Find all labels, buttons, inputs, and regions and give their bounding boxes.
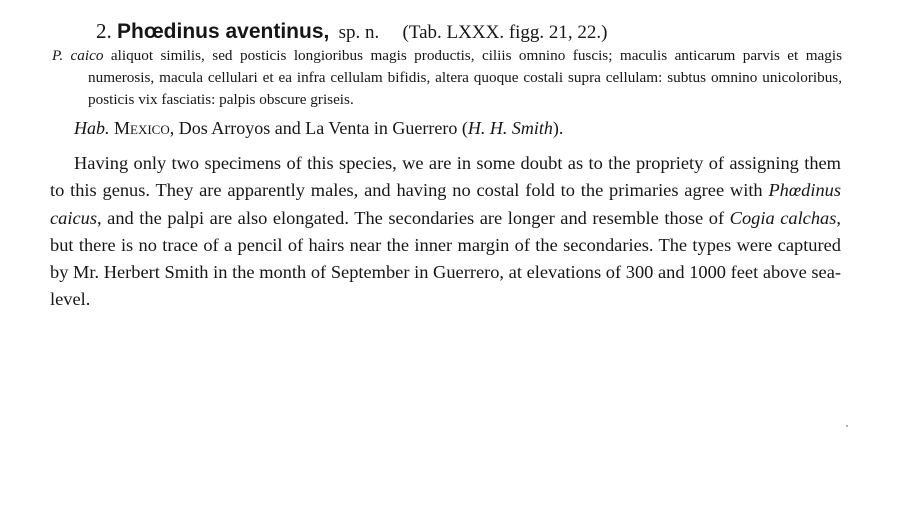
species-reference-1: Phœdinus caicus (50, 180, 841, 228)
habitat-close: ). (552, 118, 564, 138)
description-part-3: , but there is no trace of a pencil of hairs near the inner margin of the secondaries. The types were captured by Mr. Herbert Smith in the month of September in Guerrero, at elevations of 300 and 1000 feet above sea-level. (50, 207, 841, 310)
habitat-localities: , Dos Arroyos and La Venta in Guerrero ( (169, 118, 468, 138)
diagnosis-text: aliquot similis, sed posticis longioribus magis productis, ciliis omnino fuscis; maculis anticarum parvis et magis numerosis, macula cellulari et ea infra cellulam bifidis, altera quoque costali supra cellulam: subtus omnino unicoloribus, posticis vix fasciatis: palpis obscure griseis. (88, 47, 842, 108)
habitat-label: Hab. (74, 118, 110, 138)
species-heading (96, 17, 608, 47)
plate-reference: (Tab. LXXX. figg. 21, 22.) (402, 22, 608, 43)
description-part-1: Having only two specimens of this species, we are in some doubt as to the propriety of assigning them to this genus. They are apparently males, and having no costal fold to the primaries agree with (50, 153, 841, 201)
comparison-species: P. caico (52, 47, 104, 64)
habitat-country: Mexico (114, 118, 170, 138)
diagnosis-paragraph (52, 45, 842, 111)
habitat-collector: H. H. Smith (467, 118, 553, 138)
description-body (50, 150, 841, 314)
species-name: Phœdinus aventinus, (117, 20, 330, 43)
description-paragraph (50, 150, 841, 314)
species-reference-2: Cogia calchas (729, 207, 837, 228)
species-status: sp. n. (338, 22, 380, 43)
latin-diagnosis (52, 45, 842, 111)
species-number: 2. (96, 19, 112, 43)
description-part-2: , and the palpi are also elongated. The secondaries are longer and resemble those of (96, 207, 730, 228)
habitat-line (74, 116, 563, 140)
print-speck (846, 425, 848, 427)
